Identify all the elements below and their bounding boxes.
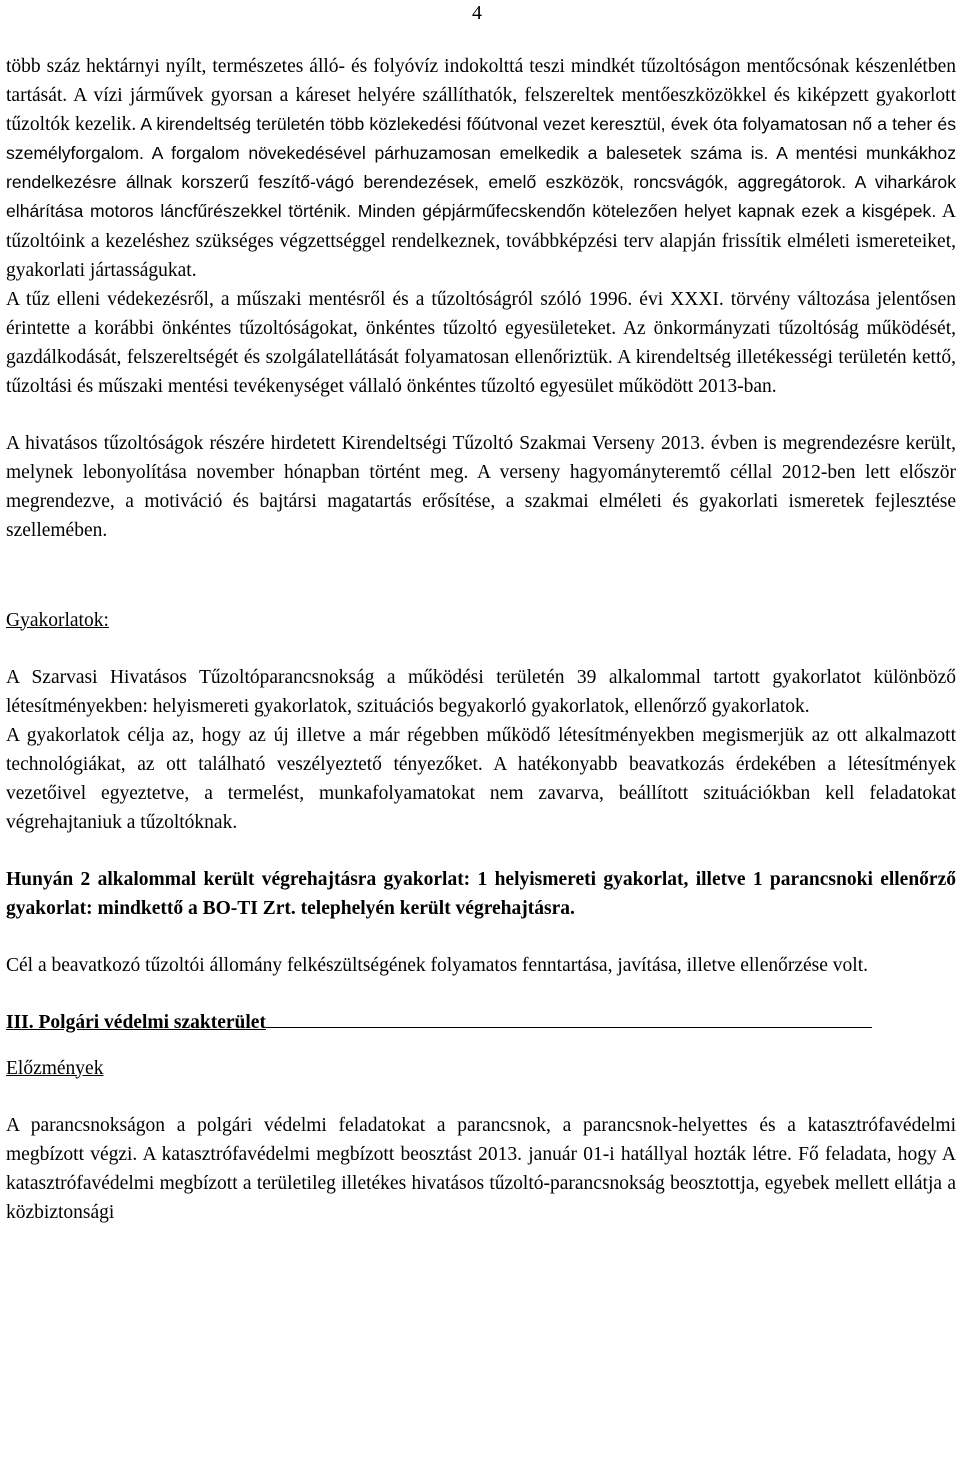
document-body (6, 52, 956, 1227)
heading-section-3 (6, 1008, 956, 1037)
paragraph-exercises-purpose: A gyakorlatok célja az, hogy az új illetve a már régebben működő létesítményekben megismerjük az ott alkalmazott technológiákat, az ott található veszélyeztető tényezőket. A hatékonyabb beavatkozás érdekében a létesítmények vezetőivel egyeztetve, a termelést, munkafolyamatokat nem zavarva, beállított szituációkban kell feladatokat végrehajtaniuk a tűzoltóknak. (6, 724, 956, 834)
heading-underline-rule (266, 1009, 872, 1028)
paragraph-competition: A hivatásos tűzoltóságok részére hirdetett Kirendeltségi Tűzoltó Szakmai Verseny 2013. évben is megrendezésre került, melynek lebonyolítása november hónapban történt meg. A verseny hagyományteremtő céllal 2012-ben lett először megrendezve, a motiváció és bajtársi magatartás erősítése, a szakmai elméleti és gyakorlati ismeretek fejlesztése szellemében. (6, 433, 956, 542)
heading-elozmenyek: Előzmények (6, 1057, 104, 1079)
paragraph-rescue-equipment-part-2: A kirendeltség területén több közlekedési főútvonal vezet keresztül, évek óta folyamatosan nő a teher és személyforgalom. A forgalom növekedésével párhuzamosan emelkedik a balesetek száma is. A mentési munkákhoz rendelkezésre állnak korszerű feszítő-vágó berendezések, emelő eszközök, roncsvágók, aggregátorok. A viharkárok elhárítása motoros láncfűrészekkel történik. Minden gépjárműfecskendőn kötelezően helyet kapnak ezek a kisgépek. (6, 114, 956, 222)
paragraph-exercises-count: A Szarvasi Hivatásos Tűzoltóparancsnokság a működési területén 39 alkalommal tartott gyakorlatot különböző létesítményekben: helyismereti gyakorlatok, szituációs begyakorló gyakorlatok, ellenőrző gyakorlatok. (6, 666, 956, 717)
paragraph-goal: Cél a beavatkozó tűzoltói állomány felkészültségének folyamatos fenntartása, javítása, illetve ellenőrzése volt. (6, 955, 869, 977)
paragraph-legislation: A tűz elleni védekezésről, a műszaki mentésről és a tűzoltóságról szóló 1996. évi XXXI. törvény változása jelentősen érintette a korábbi önkéntes tűzoltóságokat, önkéntes tűzoltó egyesületeket. Az önkormányzati tűzoltóság működését, gazdálkodását, felszereltségét és szolgálatellátását folyamatosan ellenőriztük. A kirendeltség illetékességi területén kettő, tűzoltási és műszaki mentési tevékenységet vállaló önkéntes tűzoltó egyesület működött 2013-ban. (6, 288, 956, 398)
page-number: 4 (472, 2, 482, 24)
paragraph-rescue-equipment-part-1: több száz hektárnyi nyílt, természetes álló- és folyóvíz indokolttá teszi mindkét tűzoltóságon mentőcsónak készenlétben tartását. A vízi járművek gyorsan a káreset helyére szállíthatók, felszereltek mentőeszközökkel és kiképzett gyakorlott tűzoltók kezelik. (6, 56, 956, 136)
paragraph-rescue-equipment-part-3: A tűzoltóink a kezeléshez szükséges végzettséggel rendelkeznek, továbbképzési terv alapján frissítik elméleti ismereteiket, gyakorlati jártasságukat. (6, 201, 956, 281)
paragraph-civil-protection: A parancsnokságon a polgári védelmi feladatokat a parancsnok, a parancsnok-helyettes és a katasztrófavédelmi megbízott végzi. A katasztrófavédelmi megbízott beosztást 2013. január 01-i hatállyal hozták létre. Fő feladata, hogy A katasztrófavédelmi megbízott a területileg illetékes hivatásos tűzoltó-parancsnokság beosztottja, egyebek mellett ellátja a közbiztonsági (6, 1114, 956, 1223)
heading-section-3-title: III. Polgári védelmi szakterület (6, 1012, 266, 1034)
paragraph-hunya-exercises: Hunyán 2 alkalommal került végrehajtásra gyakorlat: 1 helyismereti gyakorlat, illetve 1 parancsnoki ellenőrző gyakorlat: mindkettő a BO-TI Zrt. telephelyén került végrehajtásra. (6, 869, 956, 920)
heading-gyakorlatok: Gyakorlatok: (6, 609, 109, 631)
paragraph-rescue-equipment (6, 52, 956, 285)
